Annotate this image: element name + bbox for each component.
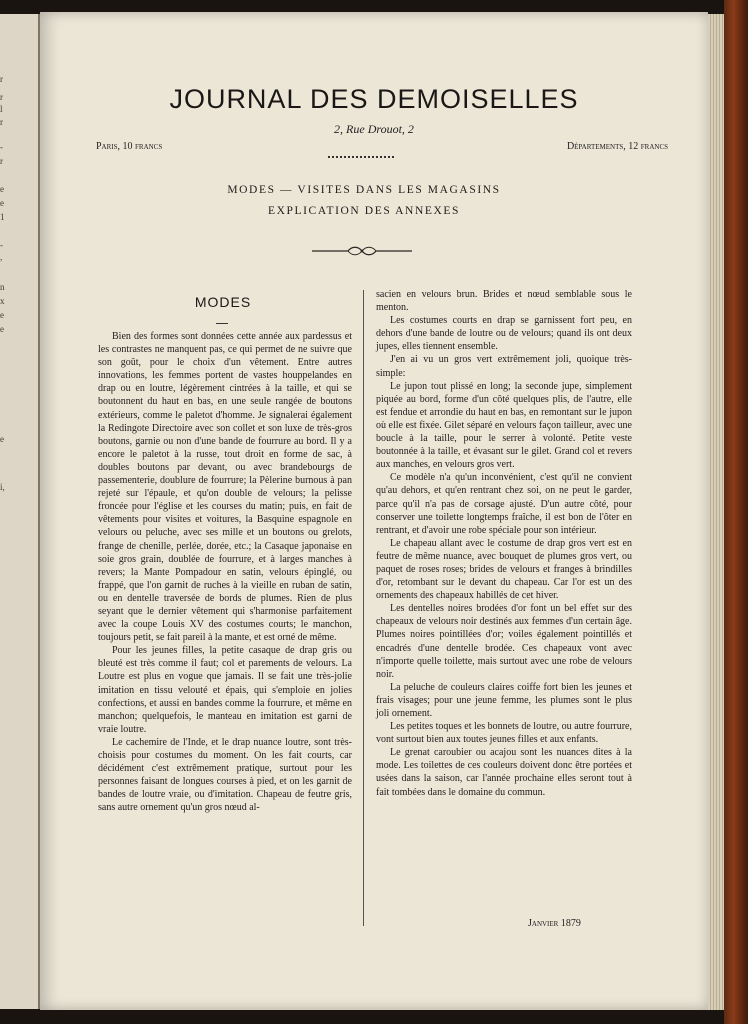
paragraph: Le jupon tout plissé en long; la seconde jupe, simplement piquée au bord, forme d'un côté quelques plis, de l'autre, elle est fendue et arrondie du haut en bas, en remontant sur le jupon où elle est fixée. Gilet séparé en velours façon tailleur, avec une boucle à la taille, pour le serrer à volonté. Petite veste boutonnée à la taille, et évasant sur le gilet. Grand col et revers aux manches, en velours gros vert. [376, 380, 632, 471]
price-paris: Paris, 10 francs [96, 141, 163, 152]
left-page-fragment: 1 [0, 212, 5, 222]
article-title: MODES [194, 294, 252, 310]
left-page-fragment: r [0, 92, 3, 102]
section-heading-annexes: EXPLICATION DES ANNEXES [267, 205, 461, 217]
paragraph: J'en ai vu un gros vert extrêmement joli, quoique très-simple: [376, 354, 632, 379]
paragraph: Le cachemire de l'Inde, et le drap nuance loutre, sont très-choisis pour costumes du moment. On les fait courts, car décidément c'est extrêmement pratique, surtout pour les personnes faisant de longues courses à pied, et on les garnit de bandes de loutre vraie, ou d'imitation. Chapeau de feutre gris, sans autre ornement qu'un gros nœud al- [98, 736, 352, 814]
left-page-fragment: e [0, 198, 4, 208]
paragraph: Les dentelles noires brodées d'or font un bel effet sur des chapeaux de velours noir destinés aux femmes d'un certain âge. Plumes noires pointillées d'or; voiles également pointillés et encadrés d'une dentelle brodée. Ces chapeaux vont avec n'importe quelle toilette, mais surtout avec une robe de velours noir. [376, 603, 632, 680]
paragraph: Le chapeau allant avec le costume de drap gros vert est en feutre de même nuance, avec bouquet de plumes gros vert, ou paquet de roses roses; brides de velours et franges à brindilles d'or, retombant sur le devant du chapeau. Car l'or est un des ornements des chapeaux habillés de cet hiver. [376, 537, 632, 602]
journal-title: JOURNAL DES DEMOISELLES [169, 84, 579, 114]
paragraph: Ce modèle n'a qu'un inconvénient, c'est qu'il ne convient qu'au dehors, et qu'en rentrant chez soi, on ne peut le garder, parce qu'il n'a pas de corsage ajusté. D'un autre côté, pour conserver une toilette longtemps fraîche, il est bon de l'ôter en rentrant, et d'avoir une robe spéciale pour son intérieur. [376, 472, 632, 536]
left-facing-page [0, 14, 40, 1009]
left-page-fragment: e [0, 434, 4, 444]
left-column [98, 330, 352, 814]
paragraph: Pour les jeunes filles, la petite casaque de drap gris ou bleuté est très comme il faut; col et parements de velours. La Loutre est plus en vogue que jamais. Il se fait une très-jolie imitation en tissu velouté et épais, qui s'emploie en jolies confections, et aussi en bandes comme la fourrure, et même en manchon; quelquefois, le manteau en imitation est garni de vraie loutre. [98, 645, 352, 735]
price-departements: Départements, 12 francs [566, 141, 668, 152]
paragraph: Le grenat caroubier ou acajou sont les nuances dites à la mode. Les toilettes de ces couleurs doivent donc être portées et usées dans la saison, car l'année prochaine elles seront tout à fait tombées dans le domaine du commun. [376, 747, 632, 798]
paragraph: Les petites toques et les bonnets de loutre, ou autre fourrure, vont surtout bien aux toutes jeunes filles et aux enfants. [376, 721, 632, 746]
left-page-fragment: r [0, 74, 3, 84]
left-page-fragment: r [0, 156, 3, 166]
left-page-fragment: n [0, 282, 5, 292]
left-page-fragment: l [0, 104, 3, 114]
left-page-fragment: x [0, 296, 5, 306]
paragraph: sacien en velours brun. Brides et nœud semblable sous le menton. [376, 289, 632, 314]
left-page-fragment: , [0, 252, 3, 262]
left-page-fragment: i, [0, 482, 5, 492]
left-page-fragment: e [0, 184, 4, 194]
left-page-fragment: - [0, 142, 3, 152]
paragraph: La peluche de couleurs claires coiffe fort bien les jeunes et frais visages; pour une jeune femme, les plumes sont le plus joli ornement. [376, 681, 632, 719]
left-page-fragment: - [0, 240, 3, 250]
journal-address: 2, Rue Drouot, 2 [334, 122, 414, 136]
title-rule [216, 323, 228, 324]
left-page-fragment: e [0, 324, 4, 334]
ornament-divider [310, 244, 414, 258]
right-column [376, 288, 632, 799]
book-binding [724, 0, 748, 1024]
section-heading-modes: MODES — VISITES DANS LES MAGASINS [227, 184, 501, 196]
paragraph: Les costumes courts en drap se garnissent fort peu, en dehors d'une bande de loutre ou de velours; quand ils ont deux jupes, elles tiennent ensemble. [376, 315, 632, 353]
column-rule [363, 290, 364, 926]
issue-date: Janvier 1879 [528, 918, 581, 929]
left-page-fragment: e [0, 310, 4, 320]
left-page-fragment: r [0, 117, 3, 127]
journal-page [40, 12, 708, 1010]
paragraph: Bien des formes sont données cette année aux pardessus et les contrastes ne manquent pas, ce qui permet de ne suivre que son goût, pour le choix d'un vêtement. Entre autres innovations, les femmes portent de vastes houppelandes en drap ou en loutre, légèrement cintrées à la taille, et qui se boutonnent du haut en bas, en une seule rangée de boutons extérieurs, comme le paletot d'homme. Je signalerai également la Redingote Directoire avec son collet et son luxe de très-gros boutons, garnie ou non d'une bande de fourrure au bord. Il y a encore le paletot à la russe, tout droit en forme de sac, à doubles boutons par devant, ou avec brandebourgs de passementerie, doublure de fourrure; la Pèlerine burnous à pan rejeté sur l'épaule, et qu'on double de velours; la pelisse froncée pour l'église et les courses du matin; puis, en fait de vêtements pour visites et voitures, la Basquine espagnole en velours ou peluche, avec ses mille et un boutons ou grelots, frange de chenille, perlée, dorée, etc.; la Casaque japonaise en soie gros grain, doublée de fourrure, et à larges manches à revers; la Mante Pompadour en satin, velours épinglé, ou frappé, que l'on garnit de ruches à la vieille en ruban de satin, ou en dentelle traversée de bords de plumes. Rien de plus seyant que le dernier vêtement qui s'harmonise parfaitement avec la coupe Louis XV des costumes courts; le manchon, toujours petit, se fait pareil à la mante, et est orné de même. [98, 331, 352, 644]
dotted-divider [328, 156, 394, 158]
